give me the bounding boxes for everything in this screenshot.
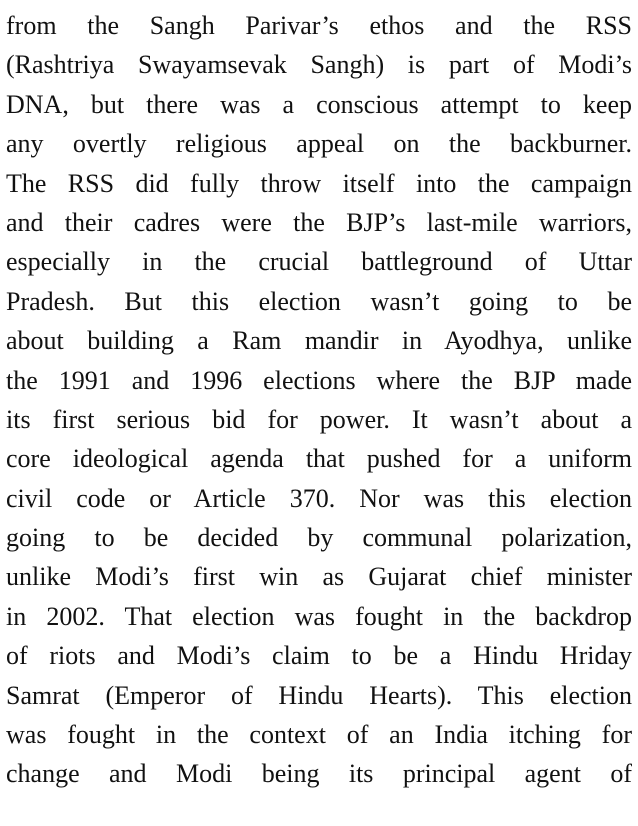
text-line: (Rashtriya Swayamsevak Sangh) is part of Modi’s	[6, 50, 632, 80]
text-line: in 2002. That election was fought in the backdrop	[6, 601, 632, 631]
text-line: Pradesh. But this election wasn’t going to be	[6, 286, 632, 316]
text-line: change and Modi being its principal agent of	[6, 759, 632, 789]
text-line: its first serious bid for power. It wasn’t about a	[6, 404, 632, 434]
text-line: was fought in the context of an India itching for	[6, 720, 632, 750]
text-line: going to be decided by communal polarization,	[6, 523, 632, 553]
text-line: any overtly religious appeal on the backburner.	[6, 129, 632, 159]
text-line: Samrat (Emperor of Hindu Hearts). This election	[6, 680, 632, 710]
text-line: civil code or Article 370. Nor was this election	[6, 483, 632, 513]
body-paragraph	[6, 6, 632, 794]
text-line: about building a Ram mandir in Ayodhya, unlike	[6, 326, 632, 356]
document-page	[6, 6, 632, 794]
text-line: unlike Modi’s first win as Gujarat chief minister	[6, 562, 632, 592]
text-line: especially in the crucial battleground of Uttar	[6, 247, 632, 277]
text-line: the 1991 and 1996 elections where the BJP made	[6, 365, 632, 395]
text-line: The RSS did fully throw itself into the campaign	[6, 168, 632, 198]
text-line: and their cadres were the BJP’s last-mile warriors,	[6, 207, 632, 237]
text-line: of riots and Modi’s claim to be a Hindu Hriday	[6, 641, 632, 671]
text-line: from the Sangh Parivar’s ethos and the RSS	[6, 11, 632, 40]
text-line: core ideological agenda that pushed for a uniform	[6, 444, 632, 474]
text-line: DNA, but there was a conscious attempt to keep	[6, 89, 632, 119]
